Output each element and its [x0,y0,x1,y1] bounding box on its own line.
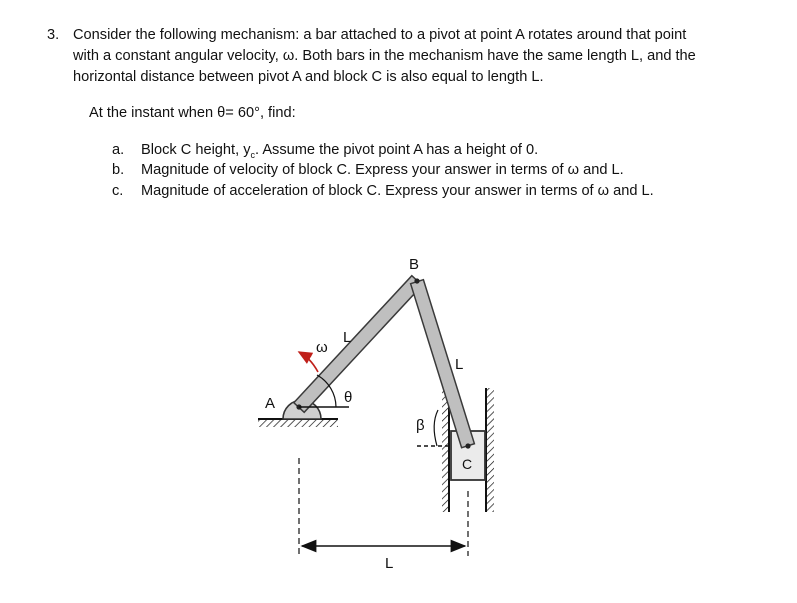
part-c-text: Magnitude of acceleration of block C. Express your answer in terms of ω and L. [141,183,654,199]
label-omega: ω [316,339,328,356]
label-l-dimension: L [385,555,394,572]
instant-condition: At the instant when θ= 60°, find: [89,105,296,121]
pin-b [414,278,419,283]
question-line-3: horizontal distance between pivot A and block C is also equal to length L. [73,69,544,85]
part-a-label: a. [112,142,125,158]
part-a-text-2: . Assume the pivot point A has a height of 0. [255,142,539,158]
label-b: B [409,256,420,273]
part-c-label: c. [112,183,124,199]
wall-right-of-slot [486,388,494,512]
question-number: 3. [47,27,60,43]
beta-arc [434,410,438,446]
label-l-bar-ab: L [343,329,352,346]
part-b-label: b. [112,162,125,178]
label-beta: β [416,417,425,434]
part-a-text-1: Block C height, y [141,142,251,158]
pivot-ground [258,419,338,427]
label-c: C [462,456,473,472]
bar-ab [294,276,422,413]
label-l-bar-bc: L [455,356,464,373]
pin-c [465,443,470,448]
question-line-2: with a constant angular velocity, ω. Both bars in the mechanism have the same length L, and the [73,48,696,64]
part-b-text: Magnitude of velocity of block C. Express your answer in terms of ω and L. [141,162,624,178]
label-a: A [265,395,276,412]
wall-left-of-slot [442,388,449,512]
part-a-subscript: c [250,149,256,160]
question-line-1: Consider the following mechanism: a bar attached to a pivot at point A rotates around that point [73,27,687,43]
label-theta: θ [344,389,353,406]
